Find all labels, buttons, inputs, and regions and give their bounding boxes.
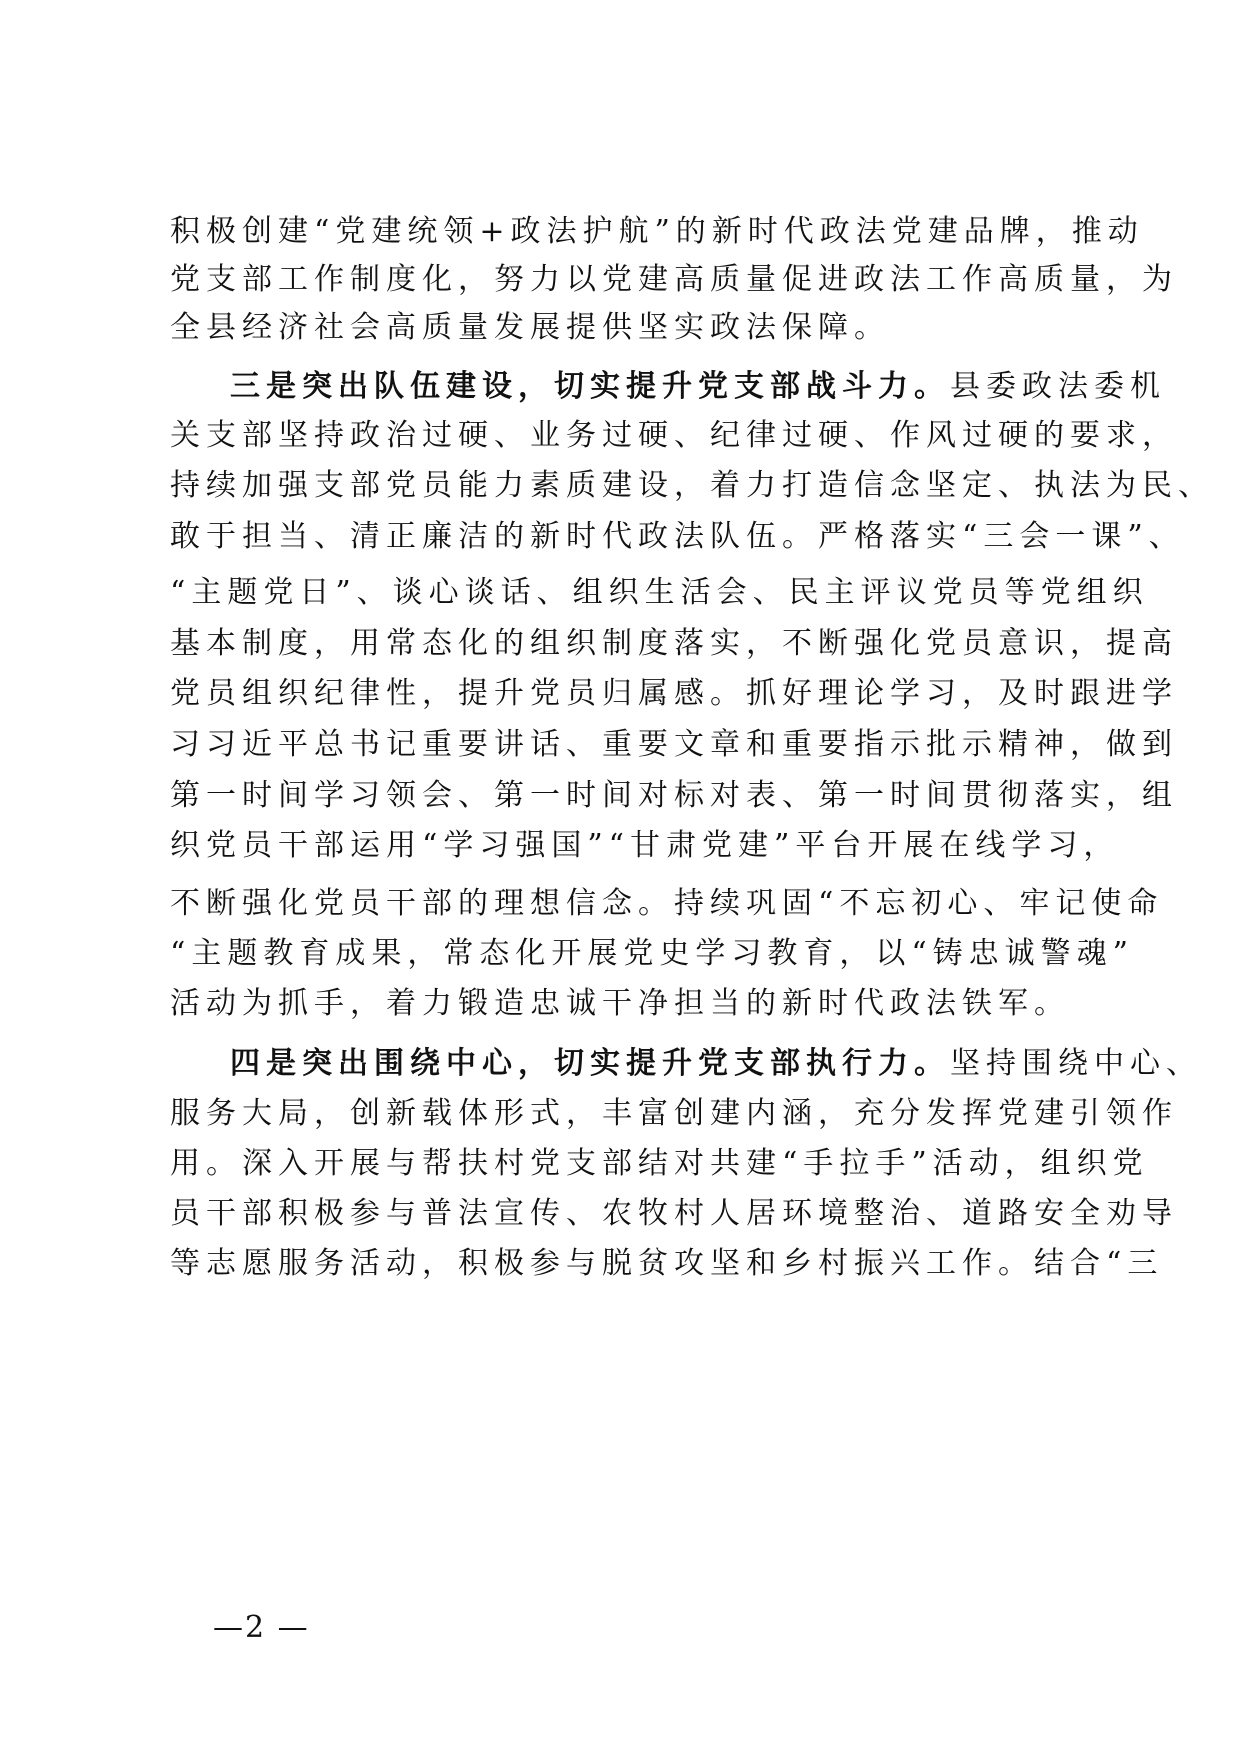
line-text: 等志愿服务活动，积极参与脱贫攻坚和乡村振兴工作。结合“三	[170, 1246, 1164, 1281]
body-text-line	[170, 256, 1178, 304]
paragraph-lead: 四是突出围绕中心，切实提升党支部执行力。	[230, 1046, 950, 1081]
line-text: 县委政法委机	[950, 369, 1166, 404]
body-text-line	[170, 1090, 1178, 1138]
line-text: 全县经济社会高质量发展提供坚实政法保障。	[170, 310, 890, 345]
body-text-line	[170, 620, 1178, 668]
line-text: 积极创建“党建统领+政法护航”的新时代政法党建品牌，推动	[170, 214, 1144, 249]
line-text: 用。深入开展与帮扶村党支部结对共建“手拉手”活动，组织党	[170, 1146, 1149, 1181]
body-text-line	[170, 822, 1120, 870]
line-text: 员干部积极参与普法宣传、农牧村人居环境整治、道路安全劝导	[170, 1196, 1178, 1231]
paragraph-heading-line	[230, 1040, 1202, 1088]
line-text: “主题教育成果，常态化开展党史学习教育，以“铸忠诚警魂”	[170, 936, 1135, 971]
body-text-line	[170, 304, 1080, 352]
line-text: 党员组织纪律性，提升党员归属感。抓好理论学习，及时跟进学	[170, 676, 1178, 711]
paragraph-lead: 三是突出队伍建设，切实提升党支部战斗力。	[230, 369, 950, 404]
line-text: 坚持围绕中心、	[950, 1046, 1202, 1081]
line-text: 党支部工作制度化，努力以党建高质量促进政法工作高质量，为	[170, 262, 1178, 297]
body-text-line	[170, 1190, 1178, 1238]
line-text: 习习近平总书记重要讲话、重要文章和重要指示批示精神，做到	[170, 727, 1178, 762]
page-number: —2 —	[213, 1610, 310, 1645]
line-text: 不断强化党员干部的理想信念。持续巩固“不忘初心、牢记使命	[170, 886, 1164, 921]
body-text-line	[170, 980, 1080, 1028]
line-text: 关支部坚持政治过硬、业务过硬、纪律过硬、作风过硬的要求，	[170, 418, 1178, 453]
body-text-line	[170, 930, 1135, 978]
body-text-line	[170, 1140, 1149, 1188]
body-text-line	[170, 880, 1164, 928]
line-text: 第一时间学习领会、第一时间对标对表、第一时间贯彻落实，组	[170, 778, 1178, 813]
body-text-line	[170, 772, 1178, 820]
paragraph-heading-line	[230, 363, 1166, 411]
line-text: 敢于担当、清正廉洁的新时代政法队伍。严格落实“三会一课”、	[170, 519, 1185, 554]
body-text-line	[170, 1240, 1164, 1288]
body-text-line	[170, 569, 1149, 617]
body-text-line	[170, 412, 1178, 460]
body-text-line	[170, 462, 1214, 510]
body-text-line	[170, 513, 1185, 561]
line-text: 持续加强支部党员能力素质建设，着力打造信念坚定、执法为民、	[170, 468, 1214, 503]
line-text: 织党员干部运用“学习强国”“甘肃党建”平台开展在线学习，	[170, 828, 1120, 863]
body-text-line	[170, 721, 1178, 769]
line-text: 服务大局，创新载体形式，丰富创建内涵，充分发挥党建引领作	[170, 1096, 1178, 1131]
line-text: 活动为抓手，着力锻造忠诚干净担当的新时代政法铁军。	[170, 986, 1070, 1021]
body-text-line	[170, 670, 1178, 718]
line-text: 基本制度，用常态化的组织制度落实，不断强化党员意识，提高	[170, 626, 1178, 661]
body-text-line	[170, 208, 1144, 256]
line-text: “主题党日”、谈心谈话、组织生活会、民主评议党员等党组织	[170, 575, 1149, 610]
